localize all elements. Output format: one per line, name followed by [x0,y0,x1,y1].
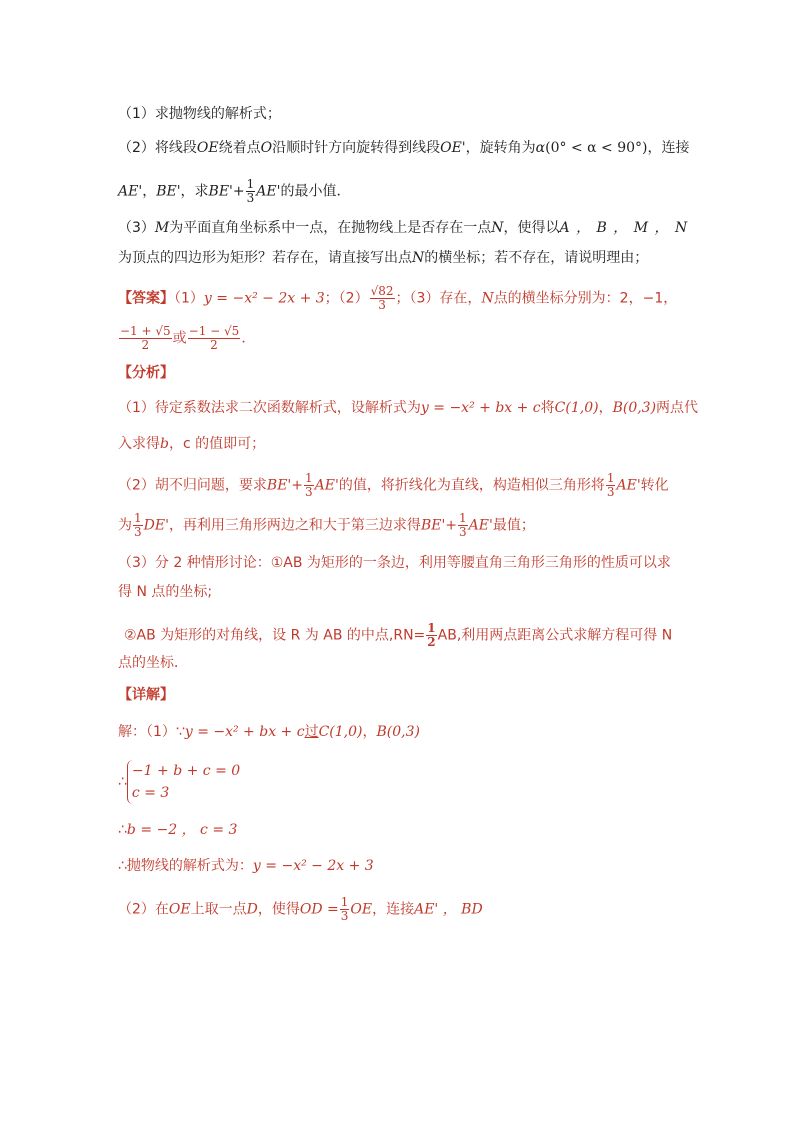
analysis-line-4: 为 $\frac{1}{3}$ DE'，再利用三角形两边之和大于第三边求得BE'+ $\frac{1}{3}$ AE'最值； [118,511,535,539]
fraction-one-half: $\frac{1}{2}$ [427,621,436,649]
fraction-one-third: $\frac{1}{3}$ [459,511,467,539]
fraction-one-third: $\frac{1}{3}$ [305,471,313,499]
question-2-line-1: （2）将线段OE绕着点O沿顺时针方向旋转得到线段OE'，旋转角为α(0° < α < 90°)，连接 [118,140,690,156]
detail-system: ∴ −1 + b + c = 0 c = 3 [118,760,240,804]
analysis-line-7: ②AB 为矩形的对角线，设 R 为 AB 的中点,RN= $\frac{1}{2}$ AB,利用两点距离公式求解方程可得 N [124,621,673,649]
question-3-line-1: （3）M为平面直角坐标系中一点，在抛物线上是否存在一点N，使得以A ， B ， M ， N [118,220,689,236]
fraction-root-b: $\frac{-1 - √5}{2}$ [188,324,240,352]
analysis-line-2: 入求得b，c 的值即可； [118,436,266,452]
question-1: （1）求抛物线的解析式； [118,106,281,122]
analysis-line-3: （2）胡不归问题，要求BE'+ $\frac{1}{3}$ AE'的值，将折线化为直线，构造相似三角形将 $\frac{1}{3}$ AE'转化 [118,471,669,499]
fraction-one-third: $\frac{1}{3}$ [340,895,349,923]
question-3-line-2: 为顶点的四边形为矩形？若存在，请直接写出点N的横坐标；若不存在，请说明理由； [118,250,649,266]
fraction-one-third: $\frac{1}{3}$ [606,471,615,499]
fraction-one-third: $\frac{1}{3}$ [246,177,255,205]
analysis-line-1: （1）待定系数法求二次函数解析式，设解析式为y = −x² + bx + c将C(1,0)，B(0,3)两点代 [118,400,699,416]
fraction-sqrt82-over-3: $\frac{√82}{3}$ [370,284,394,312]
answer-line-2: $\frac{-1 + √5}{2}$ 或 $\frac{-1 - √5}{2}$ ． [120,324,256,352]
detail-label: 【详解】 [118,687,174,703]
detail-line-3: ∴b = −2 ， c = 3 [118,822,238,838]
analysis-line-8: 点的坐标． [118,655,188,671]
detail-line-5: （2）在OE上取一点D，使得OD = $\frac{1}{3}$ OE，连接AE' ， BD [118,895,483,923]
fraction-root-a: $\frac{-1 + √5}{2}$ [120,324,171,352]
analysis-label: 【分析】 [118,365,174,381]
equation-system: −1 + b + c = 0 c = 3 [127,760,240,804]
answer-line-1: 【答案】（1）y = −x² − 2x + 3；（2） $\frac{√82}{3}$ ；（3）存在，N点的横坐标分别为：2，−1， [118,284,678,312]
question-2-line-2: AE'，BE'，求BE'+ $\frac{1}{3}$ AE'的最小值． [118,177,351,205]
analysis-line-5: （3）分 2 种情形讨论：①AB 为矩形的一条边，利用等腰直角三角形三角形的性质可以求 [118,555,671,571]
analysis-line-6: 得 N 点的坐标; [118,584,213,600]
fraction-one-third: $\frac{1}{3}$ [134,511,142,539]
detail-line-1: 解：（1）∵y = −x² + bx + c过C(1,0)，B(0,3) [118,724,420,740]
detail-line-4: ∴抛物线的解析式为：y = −x² − 2x + 3 [118,858,374,874]
